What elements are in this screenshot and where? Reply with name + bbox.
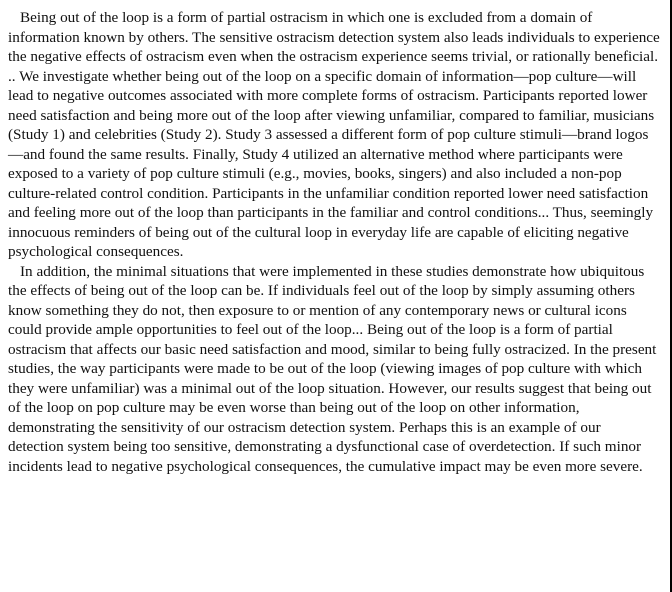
paragraph-1: Being out of the loop is a form of partial ostracism in which one is excluded from a domain of information known by others. The sensitive ostracism detection system also leads individuals to experience the negative effects of ostracism even when the ostracism experience seems trivial, or rationally beneficial. .. We investigate whether being out of the loop on a specific domain of information—pop culture—will lead to negative outcomes associated with more complete forms of ostracism. Participants reported lower need satisfaction and being more out of the loop after viewing unfamiliar, compared to familiar, musicians (Study 1) and celebrities (Study 2). Study 3 assessed a different form of pop culture stimuli—brand logos—and found the same results. Finally, Study 4 utilized an alternative method where participants were exposed to a variety of pop culture stimuli (e.g., movies, books, singers) and also included a non-pop culture-related control condition. Participants in the unfamiliar condition reported lower need satisfaction and feeling more out of the loop than participants in the familiar and control conditions... Thus, seemingly innocuous reminders of being out of the cultural loop in everyday life are capable of eliciting negative psychological consequences. [8, 9, 660, 260]
paragraph-2: In addition, the minimal situations that were implemented in these studies demonstrate how ubiquitous the effects of being out of the loop can be. If individuals feel out of the loop by simply assuming others know something they do not, then exposure to or mention of any contemporary news or cultural icons could provide ample opportunities to feel out of the loop... Being out of the loop is a form of partial ostracism that affects our basic need satisfaction and mood, similar to being fully ostracized. In the present studies, the way participants were made to be out of the loop (viewing images of pop culture with which they were unfamiliar) was a minimal out of the loop situation. However, our results suggest that being out of the loop on pop culture may be even worse than being out of the loop on other information, demonstrating the sensitivity of our ostracism detection system. Perhaps this is an example of our detection system being too sensitive, demonstrating a dysfunctional case of overdetection. If such minor incidents lead to negative psychological consequences, the cumulative impact may be even more severe. [8, 262, 657, 475]
